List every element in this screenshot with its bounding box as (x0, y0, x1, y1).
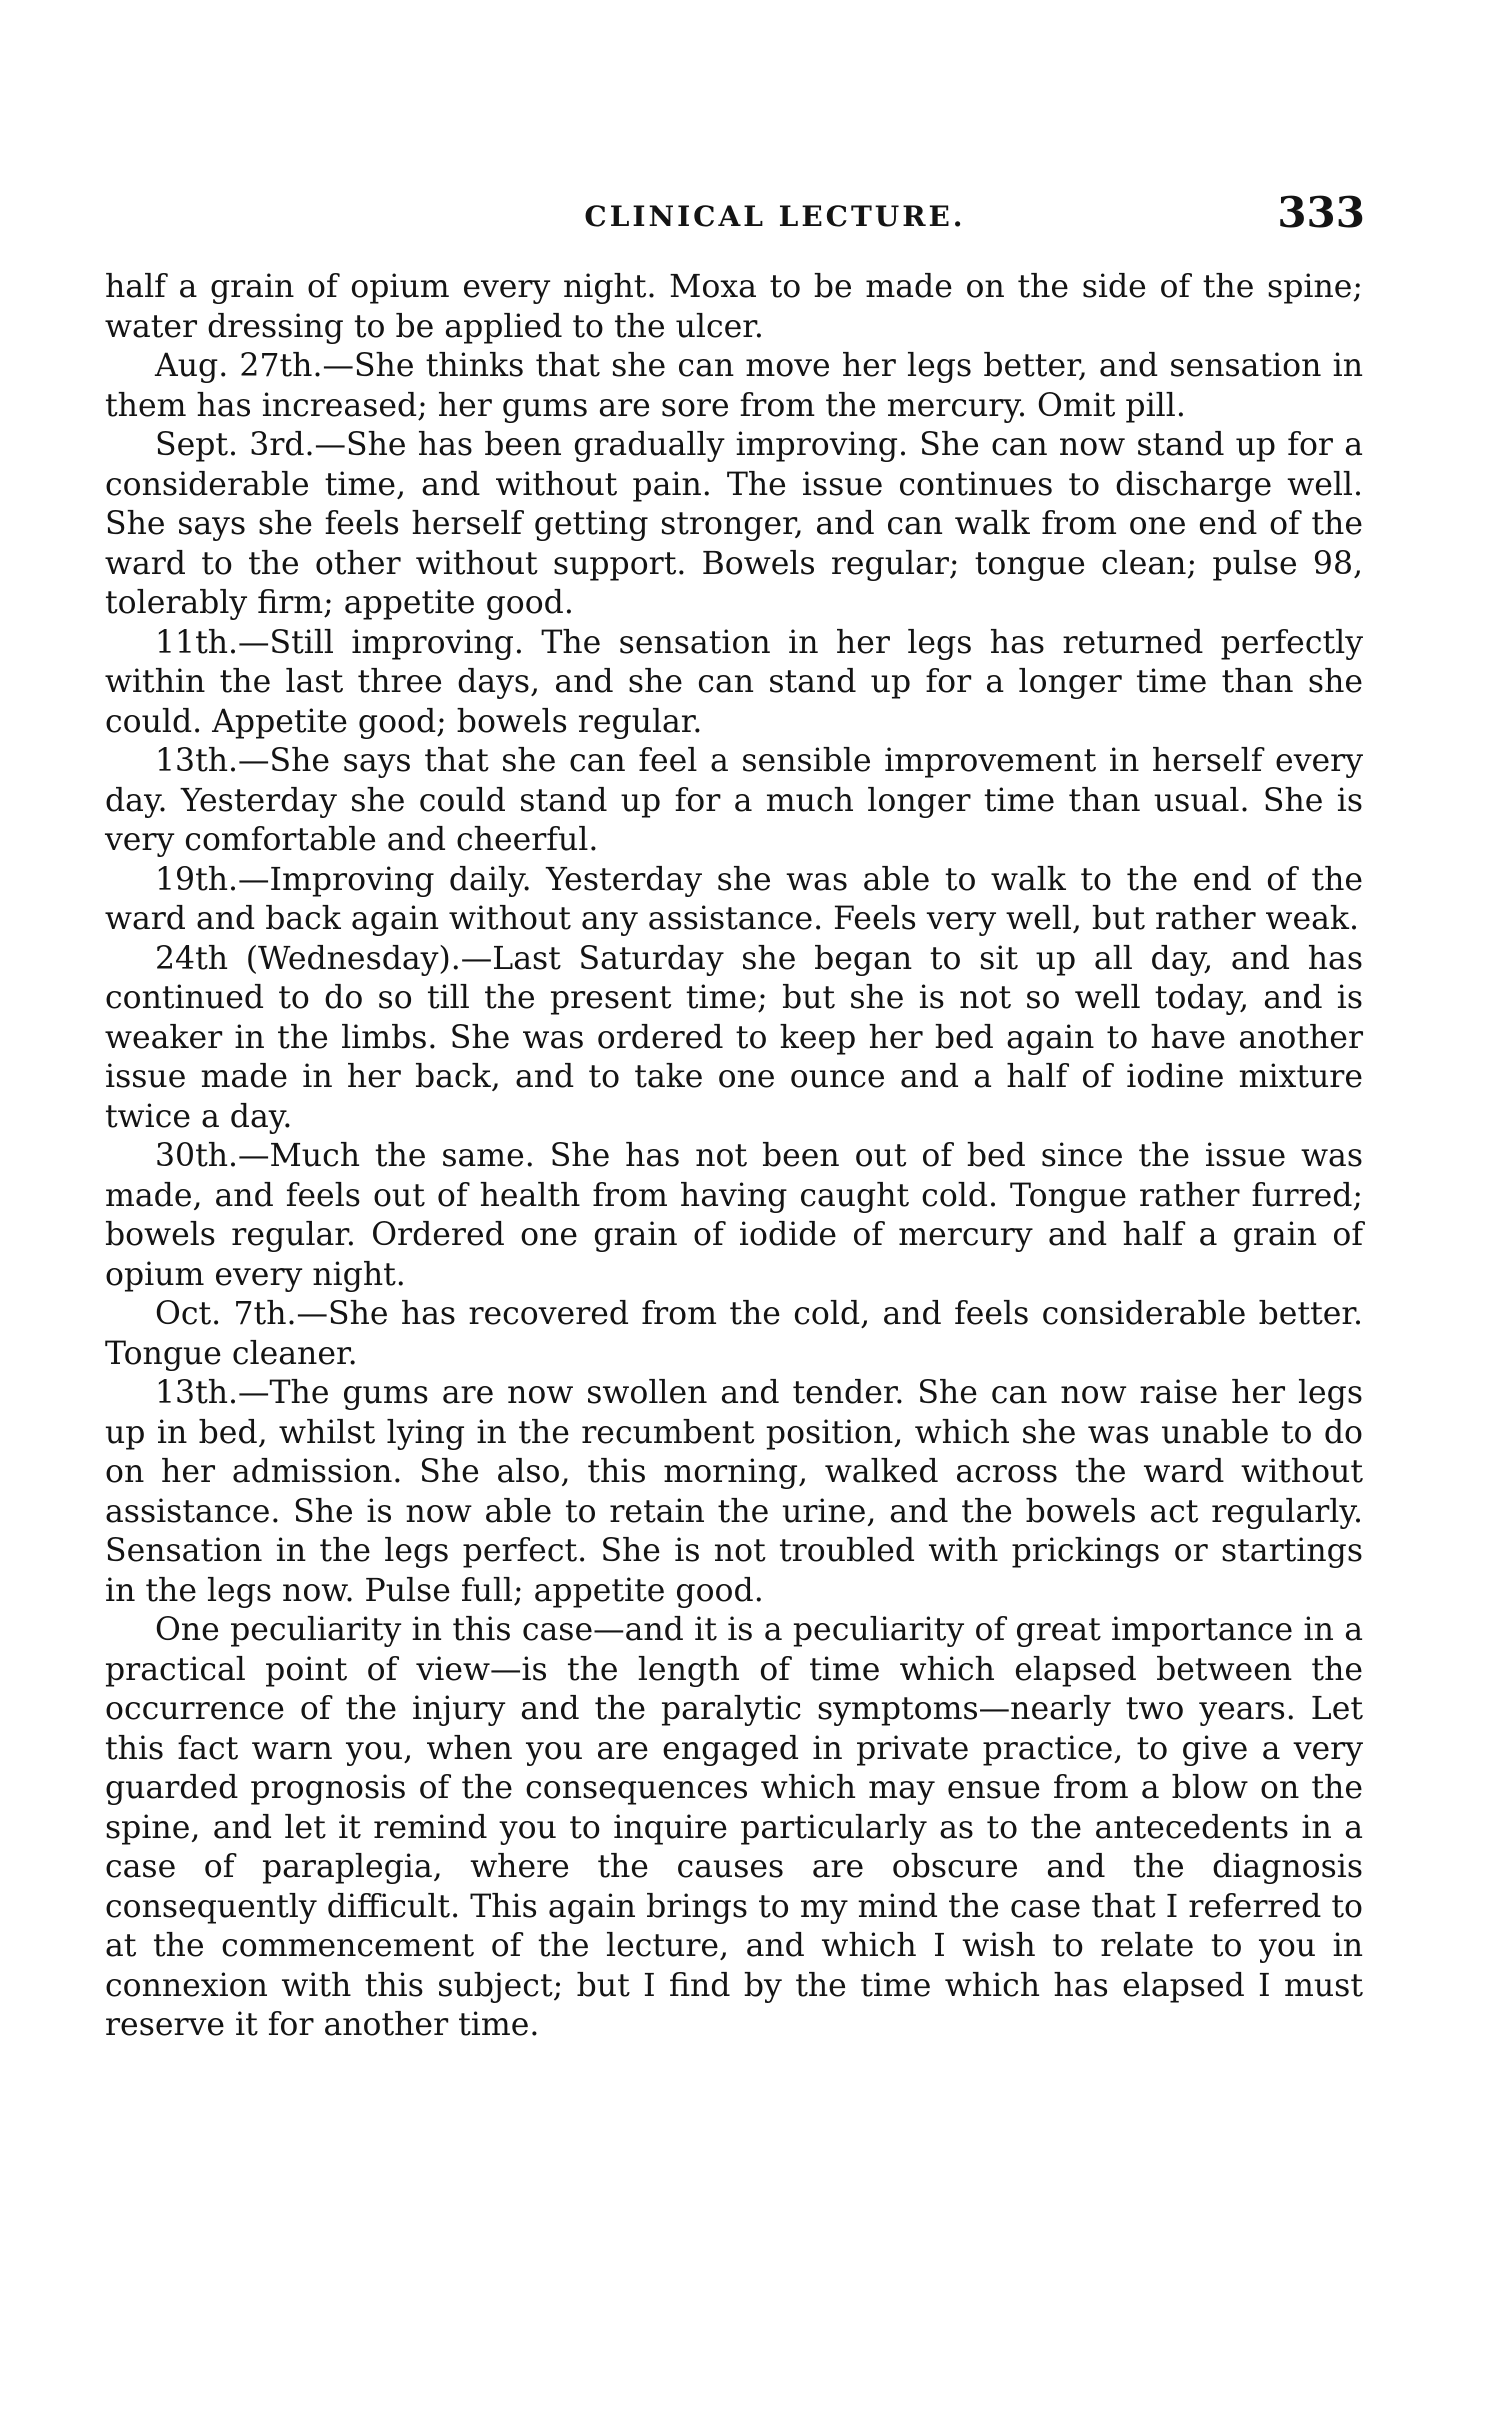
paragraph-sept-3: Sept. 3rd.—She has been gradually improving. She can now stand up for a considerable time, and without pain. The issue continues to discharge well. She says she feels herself getting stronger, and can walk from one end of the ward to the other without support. Bowels regular; tongue clean; pulse 98, tolerably firm; appetite good. (105, 427, 1363, 621)
paragraph-19th: 19th.—Improving daily. Yesterday she was able to walk to the end of the ward and back again without any assistance. Feels very well, but rather weak. (105, 861, 1363, 937)
paragraph-continuation: half a grain of opium every night. Moxa to be made on the side of the spine; water dressing to be applied to the ulcer. (105, 269, 1363, 345)
paragraph-oct-13: 13th.—The gums are now swollen and tender. She can now raise her legs up in bed, whilst lying in the recumbent position, which she was unable to do on her admission. She also, this morning, walked across the ward without assistance. She is now able to retain the urine, and the bowels act regularly. Sensation in the legs perfect. She is not troubled with prickings or startings in the legs now. Pulse full; appetite good. (105, 1375, 1363, 1609)
paragraph-24th: 24th (Wednesday).—Last Saturday she began to sit up all day, and has continued to do so till the present time; but she is not so well today, and is weaker in the limbs. She was ordered to keep her bed again to have another issue made in her back, and to take one ounce and a half of iodine mixture twice a day. (105, 940, 1363, 1135)
running-head: CLINICAL LECTURE. (584, 200, 966, 233)
paragraph-commentary: One peculiarity in this case—and it is a peculiarity of great importance in a practical point of view—is the length of time which elapsed between the occurrence of the injury and the paralytic symptoms—nearly two years. Let this fact warn you, when you are engaged in private practice, to give a very guarded prognosis of the consequences which may ensue from a blow on the spine, and let it remind you to inquire particularly as to the antecedents in a case of paraplegia, where the causes are obscure and the diagnosis consequently difficult. This again brings to my mind the case that I referred to at the commencement of the lecture, and which I wish to relate to you in connexion with this subject; but I find by the time which has elapsed I must reserve it for another time. (105, 1612, 1363, 2043)
paragraph-aug-27: Aug. 27th.—She thinks that she can move her legs better, and sensation in them has increased; her gums are sore from the mercury. Omit pill. (105, 348, 1363, 424)
body-text (105, 268, 1363, 2046)
paragraph-13th: 13th.—She says that she can feel a sensible improvement in herself every day. Yesterday she could stand up for a much longer time than usual. She is very comfortable and cheerful. (105, 743, 1363, 858)
paragraph-30th: 30th.—Much the same. She has not been out of bed since the issue was made, and feels out of health from having caught cold. Tongue rather furred; bowels regular. Ordered one grain of iodide of mercury and half a grain of opium every night. (105, 1138, 1363, 1293)
paragraph-11th: 11th.—Still improving. The sensation in her legs has returned perfectly within the last three days, and she can stand up for a longer time than she could. Appetite good; bowels regular. (105, 624, 1363, 740)
page-number: 333 (1277, 188, 1365, 237)
page-header (105, 180, 1365, 240)
paragraph-oct-7: Oct. 7th.—She has recovered from the cold, and feels considerable better. Tongue cleaner. (105, 1296, 1363, 1372)
